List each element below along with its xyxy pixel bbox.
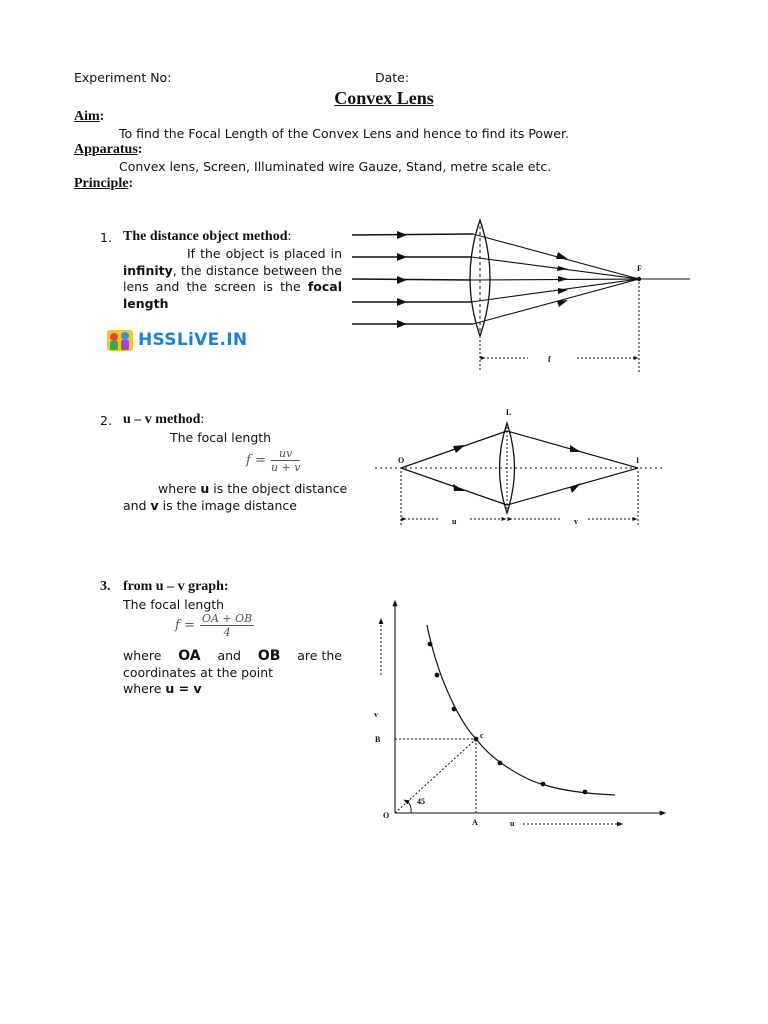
aim-heading: Aim: bbox=[74, 109, 105, 124]
apparatus-text: Convex lens, Screen, Illuminated wire Gauze, Stand, metre scale etc. bbox=[119, 159, 552, 174]
uv-method-diagram bbox=[370, 403, 670, 533]
method3-where-line: where OA and OB are the bbox=[123, 648, 342, 664]
curve-points bbox=[428, 642, 588, 795]
method1-number: 1. bbox=[100, 230, 112, 245]
method2-focal-text: The focal length bbox=[170, 430, 272, 445]
method3-formula bbox=[175, 612, 254, 639]
v-symbol: v bbox=[150, 498, 159, 513]
logo-kids-icon bbox=[106, 327, 134, 353]
a-label: A bbox=[472, 818, 478, 827]
u-symbol: u bbox=[200, 481, 210, 496]
method1-infinity: infinity bbox=[123, 262, 173, 278]
formula3-numerator: OA + OB bbox=[201, 612, 253, 625]
focus-point bbox=[637, 277, 641, 281]
ob-symbol: OB bbox=[257, 648, 281, 664]
formula-lhs: f = bbox=[246, 453, 266, 468]
distance-object-diagram bbox=[345, 210, 700, 375]
method1-mid: , the distance between the lens and the screen is the bbox=[123, 262, 342, 294]
method3-heading: from u – v graph: bbox=[123, 579, 229, 594]
formula3-lhs: f = bbox=[175, 618, 195, 633]
object-label: O bbox=[398, 456, 405, 465]
apparatus-label: Apparatus bbox=[74, 142, 138, 157]
method1-heading-text: The distance object method bbox=[123, 229, 288, 244]
method2-heading: u – v method: bbox=[123, 412, 205, 427]
method2-and-line: and v is the image distance bbox=[123, 498, 297, 513]
v-distance-label: v bbox=[574, 517, 578, 526]
f-dimension-label: f bbox=[548, 355, 551, 364]
method3-condition-line: where u = v bbox=[123, 681, 202, 696]
method1-description bbox=[123, 246, 342, 312]
principle-label: Principle bbox=[74, 176, 129, 191]
date-label: Date: bbox=[375, 70, 410, 85]
method3-focal-text: The focal length bbox=[123, 597, 225, 612]
c-label: c bbox=[480, 731, 484, 740]
incident-rays bbox=[352, 234, 473, 324]
formula-denominator: u + v bbox=[270, 461, 301, 474]
refracted-rays bbox=[471, 234, 690, 324]
apparatus-heading: Apparatus: bbox=[74, 142, 143, 157]
v-axis-label: v bbox=[374, 710, 378, 719]
aim-text: To find the Focal Length of the Convex Lens and hence to find its Power. bbox=[119, 126, 569, 141]
image-label: I bbox=[636, 456, 640, 465]
method1-focal-length: focal length bbox=[123, 279, 342, 311]
focus-label: F bbox=[637, 264, 642, 273]
b-label: B bbox=[375, 735, 381, 744]
lens-label: L bbox=[506, 408, 512, 417]
aim-label: Aim bbox=[74, 109, 100, 124]
experiment-no-label: Experiment No: bbox=[74, 70, 172, 85]
method2-where-line: where u is the object distance bbox=[158, 481, 348, 496]
method1-heading: The distance object method: bbox=[123, 229, 292, 244]
uv-graph bbox=[365, 595, 670, 835]
method2-heading-text: u – v method bbox=[123, 412, 201, 427]
u-axis-label: u bbox=[510, 819, 515, 828]
formula3-denominator: 4 bbox=[223, 626, 231, 639]
method2-formula bbox=[246, 447, 300, 474]
uv-arrowheads bbox=[453, 445, 581, 493]
page-title: Convex Lens bbox=[334, 88, 434, 108]
method3-number: 3. bbox=[100, 579, 111, 594]
incident-arrowheads bbox=[397, 231, 407, 328]
method2-number: 2. bbox=[100, 413, 112, 428]
origin-label: O bbox=[383, 811, 390, 820]
angle-label: 45 bbox=[417, 797, 425, 806]
method3-coords-line: coordinates at the point bbox=[123, 665, 274, 680]
u-distance-label: u bbox=[452, 517, 457, 526]
principle-heading: Principle: bbox=[74, 176, 134, 191]
hsslive-logo bbox=[106, 327, 247, 353]
logo-text: HSSLiVE.IN bbox=[138, 330, 248, 350]
method1-line1: If the object is placed in bbox=[187, 246, 342, 261]
oa-symbol: OA bbox=[178, 648, 201, 664]
u-equals-v: u = v bbox=[165, 681, 202, 696]
formula-numerator: uv bbox=[271, 447, 301, 461]
